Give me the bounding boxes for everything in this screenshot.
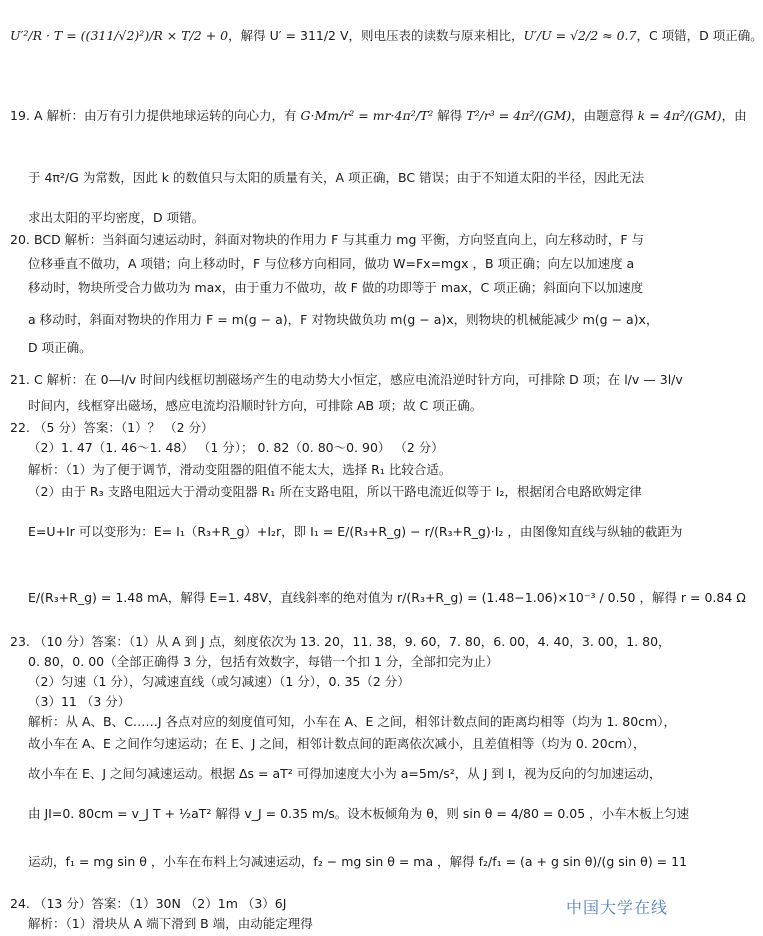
q19-eq-2: T²/r³ = 4π²/(GM) xyxy=(466,108,572,123)
q23-line-6: 故小车在 A、E 之间作匀速运动；在 E、J 之间，相邻计数点间的距离依次减小，且差值相等（均为 0. 20cm）， xyxy=(28,736,646,751)
q19-text-b: 解得 xyxy=(437,108,463,123)
q22-line-5: E=U+Ir 可以变形为：E= I₁（R₃+R_g）+I₂r，即 I₁ = E/(R₃+R_g) − r/(R₃+R_g)·I₂ ，由图像知直线与纵轴的截距为 xyxy=(28,524,683,539)
q20-line-1 xyxy=(10,232,690,248)
q23-line-5: 解析：从 A、B、C……J 各点对应的刻度值可知，小车在 A、E 之间，相邻计数点间的距离均相等（均为 1. 80cm）， xyxy=(28,714,676,729)
q20-line-1-text: BCD 解析：当斜面匀速运动时，斜面对物块的作用力 F 与其重力 mg 平衡，方向竖直向上，向左移动时，F 与 xyxy=(33,232,645,247)
top-text-1: ，解得 U′ = 311/2 V，则电压表的读数与原来相比， xyxy=(228,28,524,43)
q20-line-4: a 移动时，斜面对物块的作用力 F = m(g − a)，F 对物块做负功 m(g − a)x，则物块的机械能减少 m(g − a)x， xyxy=(28,312,659,327)
q20-number: 20. xyxy=(10,232,30,247)
top-formula-ratio: U′/U = √2/2 ≈ 0.7 xyxy=(523,28,637,43)
q22-line-3: 解析：（1）为了便于调节，滑动变阻器的阻值不能太大，选择 R₁ 比较合适。 xyxy=(28,462,452,477)
q22-line-4: （2）由于 R₃ 支路电阻远大于滑动变阻器 R₁ 所在支路电阻，所以干路电流近似等于 I₂，根据闭合电路欧姆定律 xyxy=(28,484,642,499)
top-text-2: ，C 项错，D 项正确。 xyxy=(636,28,763,43)
q20-line-3: 移动时，物块所受合力做功为 max，由于重力不做功，故 F 做的功即等于 max，C 项正确；斜面向下以加速度 xyxy=(28,280,644,295)
q22-line-2: （2）1. 47（1. 46～1. 48） （1 分）； 0. 82（0. 80～0. 90） （2 分） xyxy=(28,440,444,455)
q23-line-3: （2）匀速（1 分），匀减速直线（或匀减速）（1 分），0. 35（2 分） xyxy=(28,674,410,689)
q23-line-7: 故小车在 E、J 之间匀减速运动。根据 Δs = aT² 可得加速度大小为 a=5m/s²，从 J 到 I，视为反向的匀加速运动， xyxy=(28,766,662,781)
q19-text-a: A 解析：由万有引力提供地球运转的向心力，有 xyxy=(33,108,297,123)
q20-line-2: 位移垂直不做功，A 项错；向上移动时，F 与位移方向相同，做功 W=Fx=mgx ，B 项正确；向左以加速度 a xyxy=(28,256,635,271)
q23-number: 23. xyxy=(10,634,30,649)
q24-line-2: 解析：（1）滑块从 A 端下滑到 B 端，由动能定理得 xyxy=(28,916,313,931)
watermark-text: 中国大学在线 xyxy=(565,898,668,917)
q20-line-5: D 项正确。 xyxy=(28,340,92,355)
q23-line-8: 由 JI=0. 80cm = v_J T + ½aT² 解得 v_J = 0.35 m/s。设木板倾角为 θ，则 sin θ = 4/80 = 0.05 ，小车木板上匀速 xyxy=(28,806,690,821)
q21-line-2: 时间内，线框穿出磁场，感应电流均沿顺时针方向，可排除 AB 项；故 C 项正确。 xyxy=(28,398,483,413)
q24-line-1-text: （13 分）答案：（1）30N （2）1m （3）6J xyxy=(33,896,287,911)
q19-line-1 xyxy=(10,108,747,124)
q19-eq-1: G·Mm/r² = mr·4π²/T² xyxy=(300,108,434,123)
q19-eq-3: k = 4π²/(GM) xyxy=(637,108,722,123)
q22-line-1 xyxy=(10,420,690,436)
q19-number: 19. xyxy=(10,108,30,123)
q23-line-1 xyxy=(10,634,690,650)
q24-number: 24. xyxy=(10,896,30,911)
q19-line-2: 于 4π²/G 为常数，因此 k 的数值只与太阳的质量有关，A 项正确，BC 错误；由于不知道太阳的半径，因此无法 xyxy=(28,170,645,185)
q21-line-1 xyxy=(10,372,690,388)
q22-line-1-text: （5 分）答案：（1）？ （2 分） xyxy=(33,420,214,435)
q22-number: 22. xyxy=(10,420,30,435)
q19-line-3: 求出太阳的平均密度，D 项错。 xyxy=(28,210,205,225)
q21-line-1-text: C 解析：在 0—l/v 时间内线框切割磁场产生的电动势大小恒定，感应电流沿逆时针方向，可排除 D 项；在 l/v — 3l/v xyxy=(33,372,683,387)
top-line xyxy=(10,28,763,44)
q21-number: 21. xyxy=(10,372,30,387)
q19-text-d: ，由 xyxy=(721,108,747,123)
q19-text-c: ，由题意得 xyxy=(571,108,634,123)
top-formula-left: U′²/R · T = ((311/√2)²)/R × T/2 + 0 xyxy=(10,28,229,43)
q23-line-4: （3）11 （3 分） xyxy=(28,694,131,709)
q23-line-9: 运动，f₁ = mg sin θ ，小车在布料上匀减速运动，f₂ − mg sin θ = ma ，解得 f₂/f₁ = (a + g sin θ)/(g sin θ) = 11 xyxy=(28,854,688,869)
q23-line-2: 0. 80，0. 00（全部正确得 3 分，包括有效数字，每错一个扣 1 分，全部扣完为止） xyxy=(28,654,499,669)
q22-line-6: E/(R₃+R_g) = 1.48 mA，解得 E=1. 48V，直线斜率的绝对值为 r/(R₃+R_g) = (1.48−1.06)×10⁻³ / 0.50 ，解得 r = 0.84 Ω xyxy=(28,590,746,605)
q23-line-1-text: （10 分）答案：（1）从 A 到 J 点，刻度依次为 13. 20，11. 38，9. 60，7. 80，6. 00，4. 40，3. 00，1. 80， xyxy=(33,634,671,649)
